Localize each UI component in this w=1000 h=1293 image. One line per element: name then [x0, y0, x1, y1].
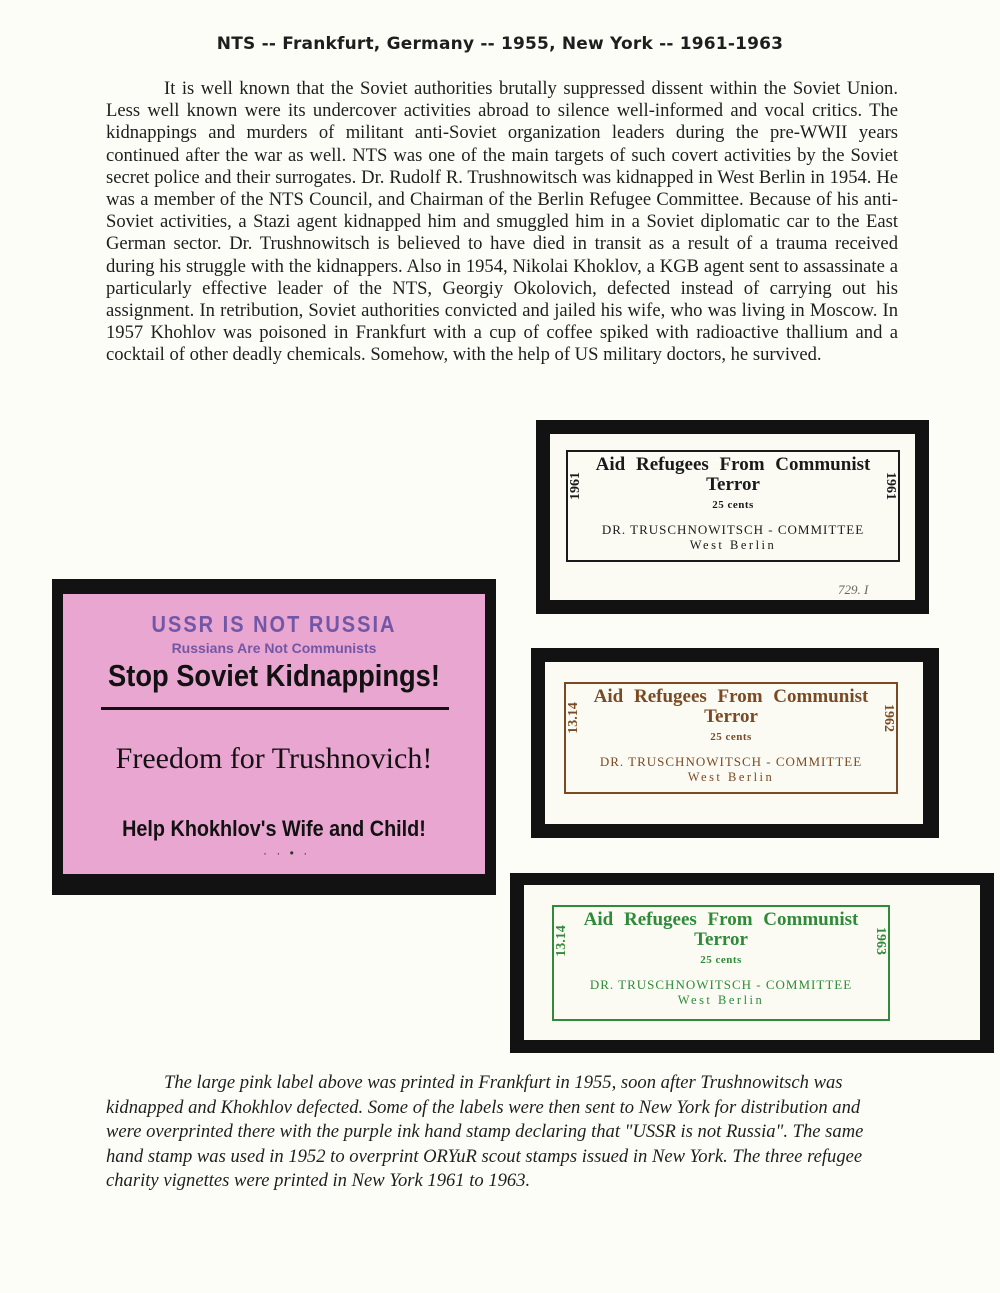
vignette-1963-committee: DR. TRUSCHNOWITSCH - COMMITTEE — [589, 977, 853, 992]
overprint-ussr-not-russia: USSR IS NOT RUSSIA — [151, 612, 397, 638]
vignette-1961-committee: DR. TRUSCHNOWITSCH - COMMITTEE — [601, 522, 865, 537]
vignette-1963-frame — [510, 873, 994, 1053]
vignette-1961-paper — [550, 434, 915, 600]
vignette-1962-year-right: 1962 — [881, 704, 896, 732]
vignette-1961 — [566, 450, 900, 562]
vignette-1962-year-left: 13.14 — [566, 702, 581, 734]
caption-paragraph: The large pink label above was printed in Frankfurt in 1955, soon after Trushnowitsch was kidnapped and Khokhlov defected. Some of the labels were then sent to New York for distribution and were overprinted there with the purple ink hand stamp declaring that "USSR is not Russia". The same hand stamp was used in 1952 to overprint ORYuR scout stamps issued in New York. The three refugee charity vignettes were printed in New York 1961 to 1963. — [106, 1072, 864, 1191]
page-title: NTS -- Frankfurt, Germany -- 1955, New York -- 1961-1963 — [216, 34, 784, 54]
vignette-1963-value: 25 cents — [700, 954, 742, 966]
vignette-1961-terror: Terror — [706, 474, 760, 495]
vignette-1963-year-left: 13.14 — [554, 925, 569, 957]
vignette-1962-terror: Terror — [704, 706, 758, 727]
vignette-1962 — [564, 682, 898, 794]
intro-paragraph: It is well known that the Soviet authorities brutally suppressed dissent within the Soviet Union. Less well known were its undercover activities abroad to silence well-informed and vocal critics. The kidnappings and murders of militant anti-Soviet organization leaders during the pre-WWII years continued after the war as well. NTS was one of the main targets of such covert activities by the Soviet secret police and their surrogates. Dr. Rudolf R. Trushnowitsch was kidnapped in West Berlin in 1954. He was a member of the NTS Council, and Chairman of the Berlin Refugee Committee. Because of his anti-Soviet activities, a Stazi agent kidnapped him and smuggled him in a Soviet diplomatic car to the East German sector. Dr. Trushnowitsch is believed to have died in transit as a result of a trauma received during his struggle with the kidnappers. Also in 1954, Nikolai Khoklov, a KGB agent sent to assassinate a particularly effective leader of the NTS, Georgiy Okolovich, defected instead of carrying out his assignment. In retribution, Soviet authorities convicted and jailed his wife, who was living in Moscow. In 1957 Khohlov was poisoned in Frankfurt with a cup of coffee spiked with radioactive thallium and a cocktail of other deadly chemicals. Somehow, with the help of US military doctors, he survived. — [106, 78, 898, 366]
vignette-1962-value: 25 cents — [710, 731, 752, 743]
vignette-1962-frame — [531, 648, 939, 838]
vignette-1962-title: Aid Refugees From Communist — [593, 686, 869, 707]
vignette-1961-frame — [536, 420, 929, 614]
pencil-note: 729. I — [838, 582, 869, 597]
vignette-1963-terror: Terror — [694, 929, 748, 950]
vignette-1961-year-right: 1961 — [883, 472, 898, 500]
vignette-1962-paper — [545, 662, 923, 824]
vignette-1961-city: West Berlin — [689, 538, 777, 552]
pink-label — [63, 594, 485, 874]
vignette-1961-year-left: 1961 — [568, 472, 583, 500]
overprint-russians-not-communists: Russians Are Not Communists — [171, 640, 377, 656]
ink-specks: · · • · — [263, 846, 311, 860]
vignette-1963-city: West Berlin — [677, 993, 765, 1007]
vignette-1963-year-right: 1963 — [873, 927, 888, 955]
help-khokhlov-wife: Help Khokhlov's Wife and Child! — [122, 816, 426, 841]
stop-kidnappings-headline: Stop Soviet Kidnappings! — [108, 658, 440, 693]
vignette-1962-committee: DR. TRUSCHNOWITSCH - COMMITTEE — [599, 754, 863, 769]
headline-rule — [101, 707, 449, 710]
vignette-1962-city: West Berlin — [687, 770, 775, 784]
vignette-1961-value: 25 cents — [712, 499, 754, 511]
vignette-1963 — [552, 905, 890, 1021]
vignette-1963-title: Aid Refugees From Communist — [583, 909, 859, 930]
pink-label-frame — [52, 579, 496, 895]
freedom-for-trushnovich: Freedom for Trushnovich! — [115, 742, 433, 775]
vignette-1961-title: Aid Refugees From Communist — [595, 454, 871, 475]
vignette-1963-paper — [524, 885, 980, 1040]
